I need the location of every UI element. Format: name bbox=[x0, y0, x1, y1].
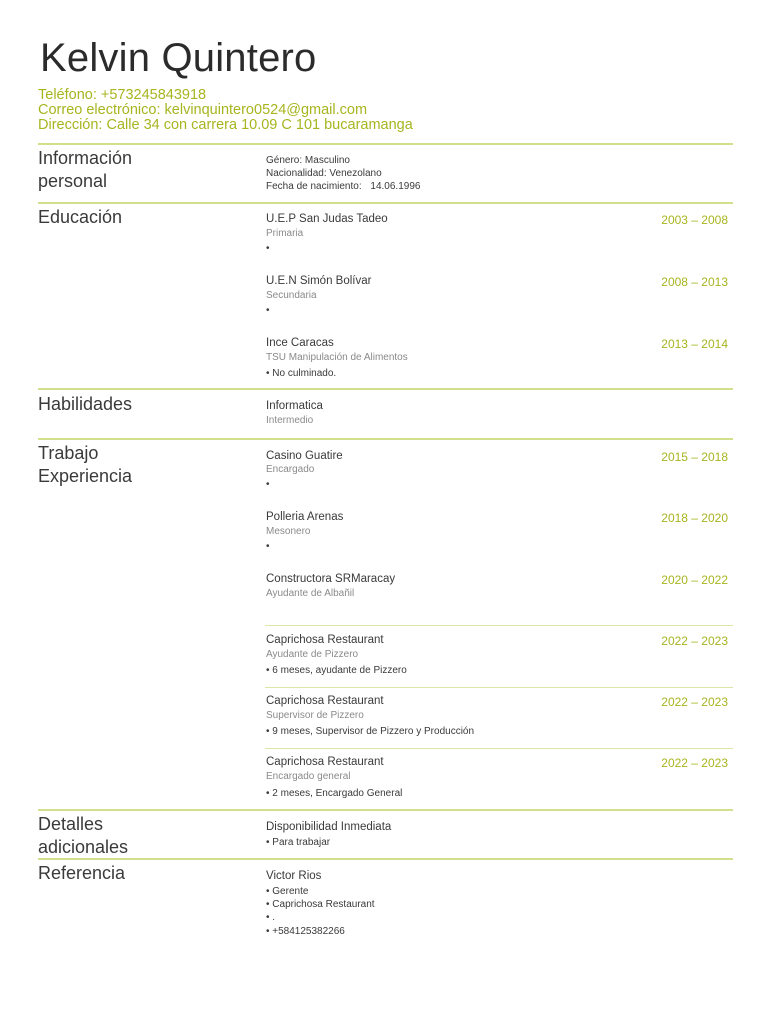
nationality-label: Nacionalidad: bbox=[266, 168, 327, 179]
work-company: Caprichosa Restaurant bbox=[266, 695, 384, 707]
section-title-line: adicionales bbox=[38, 837, 129, 857]
education-institution: U.E.P San Judas Tadeo bbox=[266, 213, 388, 225]
skill-name: Informatica bbox=[266, 400, 323, 412]
education-level: TSU Manipulación de Alimentos bbox=[266, 352, 408, 363]
work-dates: 2018 – 2020 bbox=[661, 511, 728, 525]
section-title-work bbox=[38, 442, 132, 488]
availability-heading: Disponibilidad Inmediata bbox=[266, 821, 392, 833]
availability-bullet: • Para trabajar bbox=[266, 837, 331, 848]
reference-detail: • Gerente bbox=[266, 886, 309, 897]
work-role: Encargado general bbox=[266, 771, 351, 782]
section-divider bbox=[38, 858, 733, 860]
section-title-line: Información bbox=[38, 148, 133, 168]
work-dates: 2022 – 2023 bbox=[661, 756, 728, 770]
work-company: Casino Guatire bbox=[266, 450, 343, 462]
reference-phone: • +584125382266 bbox=[266, 926, 345, 937]
birthdate-label: Fecha de nacimiento: bbox=[266, 181, 362, 192]
work-bullet: • bbox=[266, 541, 270, 552]
contact-email: Correo electrónico: kelvinquintero0524@gmail.com bbox=[38, 102, 368, 118]
section-divider bbox=[38, 809, 733, 811]
section-title-skills: Habilidades bbox=[38, 394, 133, 414]
reference-detail: • . bbox=[266, 912, 276, 923]
work-bullet: • 2 meses, Encargado General bbox=[266, 788, 403, 799]
work-company: Polleria Arenas bbox=[266, 511, 344, 523]
skill-level: Intermedio bbox=[266, 415, 314, 426]
section-divider bbox=[38, 438, 733, 440]
gender-value: Masculino bbox=[304, 155, 350, 166]
work-role: Ayudante de Pizzero bbox=[266, 649, 359, 660]
section-divider bbox=[38, 143, 733, 145]
birthdate-row bbox=[266, 181, 420, 192]
section-title-line: Experiencia bbox=[38, 466, 133, 486]
education-dates: 2008 – 2013 bbox=[661, 275, 728, 289]
section-title-details bbox=[38, 813, 128, 859]
section-divider bbox=[38, 202, 733, 204]
entry-divider bbox=[265, 748, 733, 749]
nationality-value: Venezolano bbox=[329, 168, 382, 179]
work-role: Ayudante de Albañil bbox=[266, 588, 355, 599]
gender-row bbox=[266, 155, 350, 166]
work-company: Caprichosa Restaurant bbox=[266, 634, 384, 646]
entry-divider bbox=[265, 687, 733, 688]
section-title-line: Detalles bbox=[38, 814, 104, 834]
education-bullet: • No culminado. bbox=[266, 368, 337, 379]
work-bullet: • 6 meses, ayudante de Pizzero bbox=[266, 665, 407, 676]
education-dates: 2013 – 2014 bbox=[661, 337, 728, 351]
reference-name: Victor Rios bbox=[266, 870, 322, 882]
education-institution: Ince Caracas bbox=[266, 337, 334, 349]
work-bullet: • 9 meses, Supervisor de Pizzero y Producción bbox=[266, 726, 475, 737]
work-dates: 2022 – 2023 bbox=[661, 695, 728, 709]
birthdate-value: 14.06.1996 bbox=[370, 181, 421, 192]
work-role: Mesonero bbox=[266, 526, 311, 537]
candidate-name: Kelvin Quintero bbox=[40, 36, 317, 80]
education-institution: U.E.N Simón Bolívar bbox=[266, 275, 372, 287]
education-bullet: • bbox=[266, 305, 270, 316]
education-dates: 2003 – 2008 bbox=[661, 213, 728, 227]
work-bullet: • bbox=[266, 479, 270, 490]
work-company: Caprichosa Restaurant bbox=[266, 756, 384, 768]
education-bullet: • bbox=[266, 243, 270, 254]
work-dates: 2022 – 2023 bbox=[661, 634, 728, 648]
work-dates: 2015 – 2018 bbox=[661, 450, 728, 464]
entry-divider bbox=[265, 625, 733, 626]
reference-detail: • Caprichosa Restaurant bbox=[266, 899, 375, 910]
gender-label: Género: bbox=[266, 155, 303, 166]
section-divider bbox=[38, 388, 733, 390]
work-company: Constructora SRMaracay bbox=[266, 573, 396, 585]
section-title-education: Educación bbox=[38, 207, 123, 227]
nationality-row bbox=[266, 168, 382, 179]
work-dates: 2020 – 2022 bbox=[661, 573, 728, 587]
work-role: Encargado bbox=[266, 464, 315, 475]
contact-address: Dirección: Calle 34 con carrera 10.09 C 101 bucaramanga bbox=[38, 117, 413, 133]
section-title-reference: Referencia bbox=[38, 863, 126, 883]
section-title-personal bbox=[38, 147, 132, 193]
contact-phone: Teléfono: +573245843918 bbox=[38, 87, 207, 103]
work-role: Supervisor de Pizzero bbox=[266, 710, 364, 721]
section-title-line: Trabajo bbox=[38, 443, 99, 463]
education-level: Primaria bbox=[266, 228, 304, 239]
education-level: Secundaria bbox=[266, 290, 317, 301]
section-title-line: personal bbox=[38, 171, 108, 191]
